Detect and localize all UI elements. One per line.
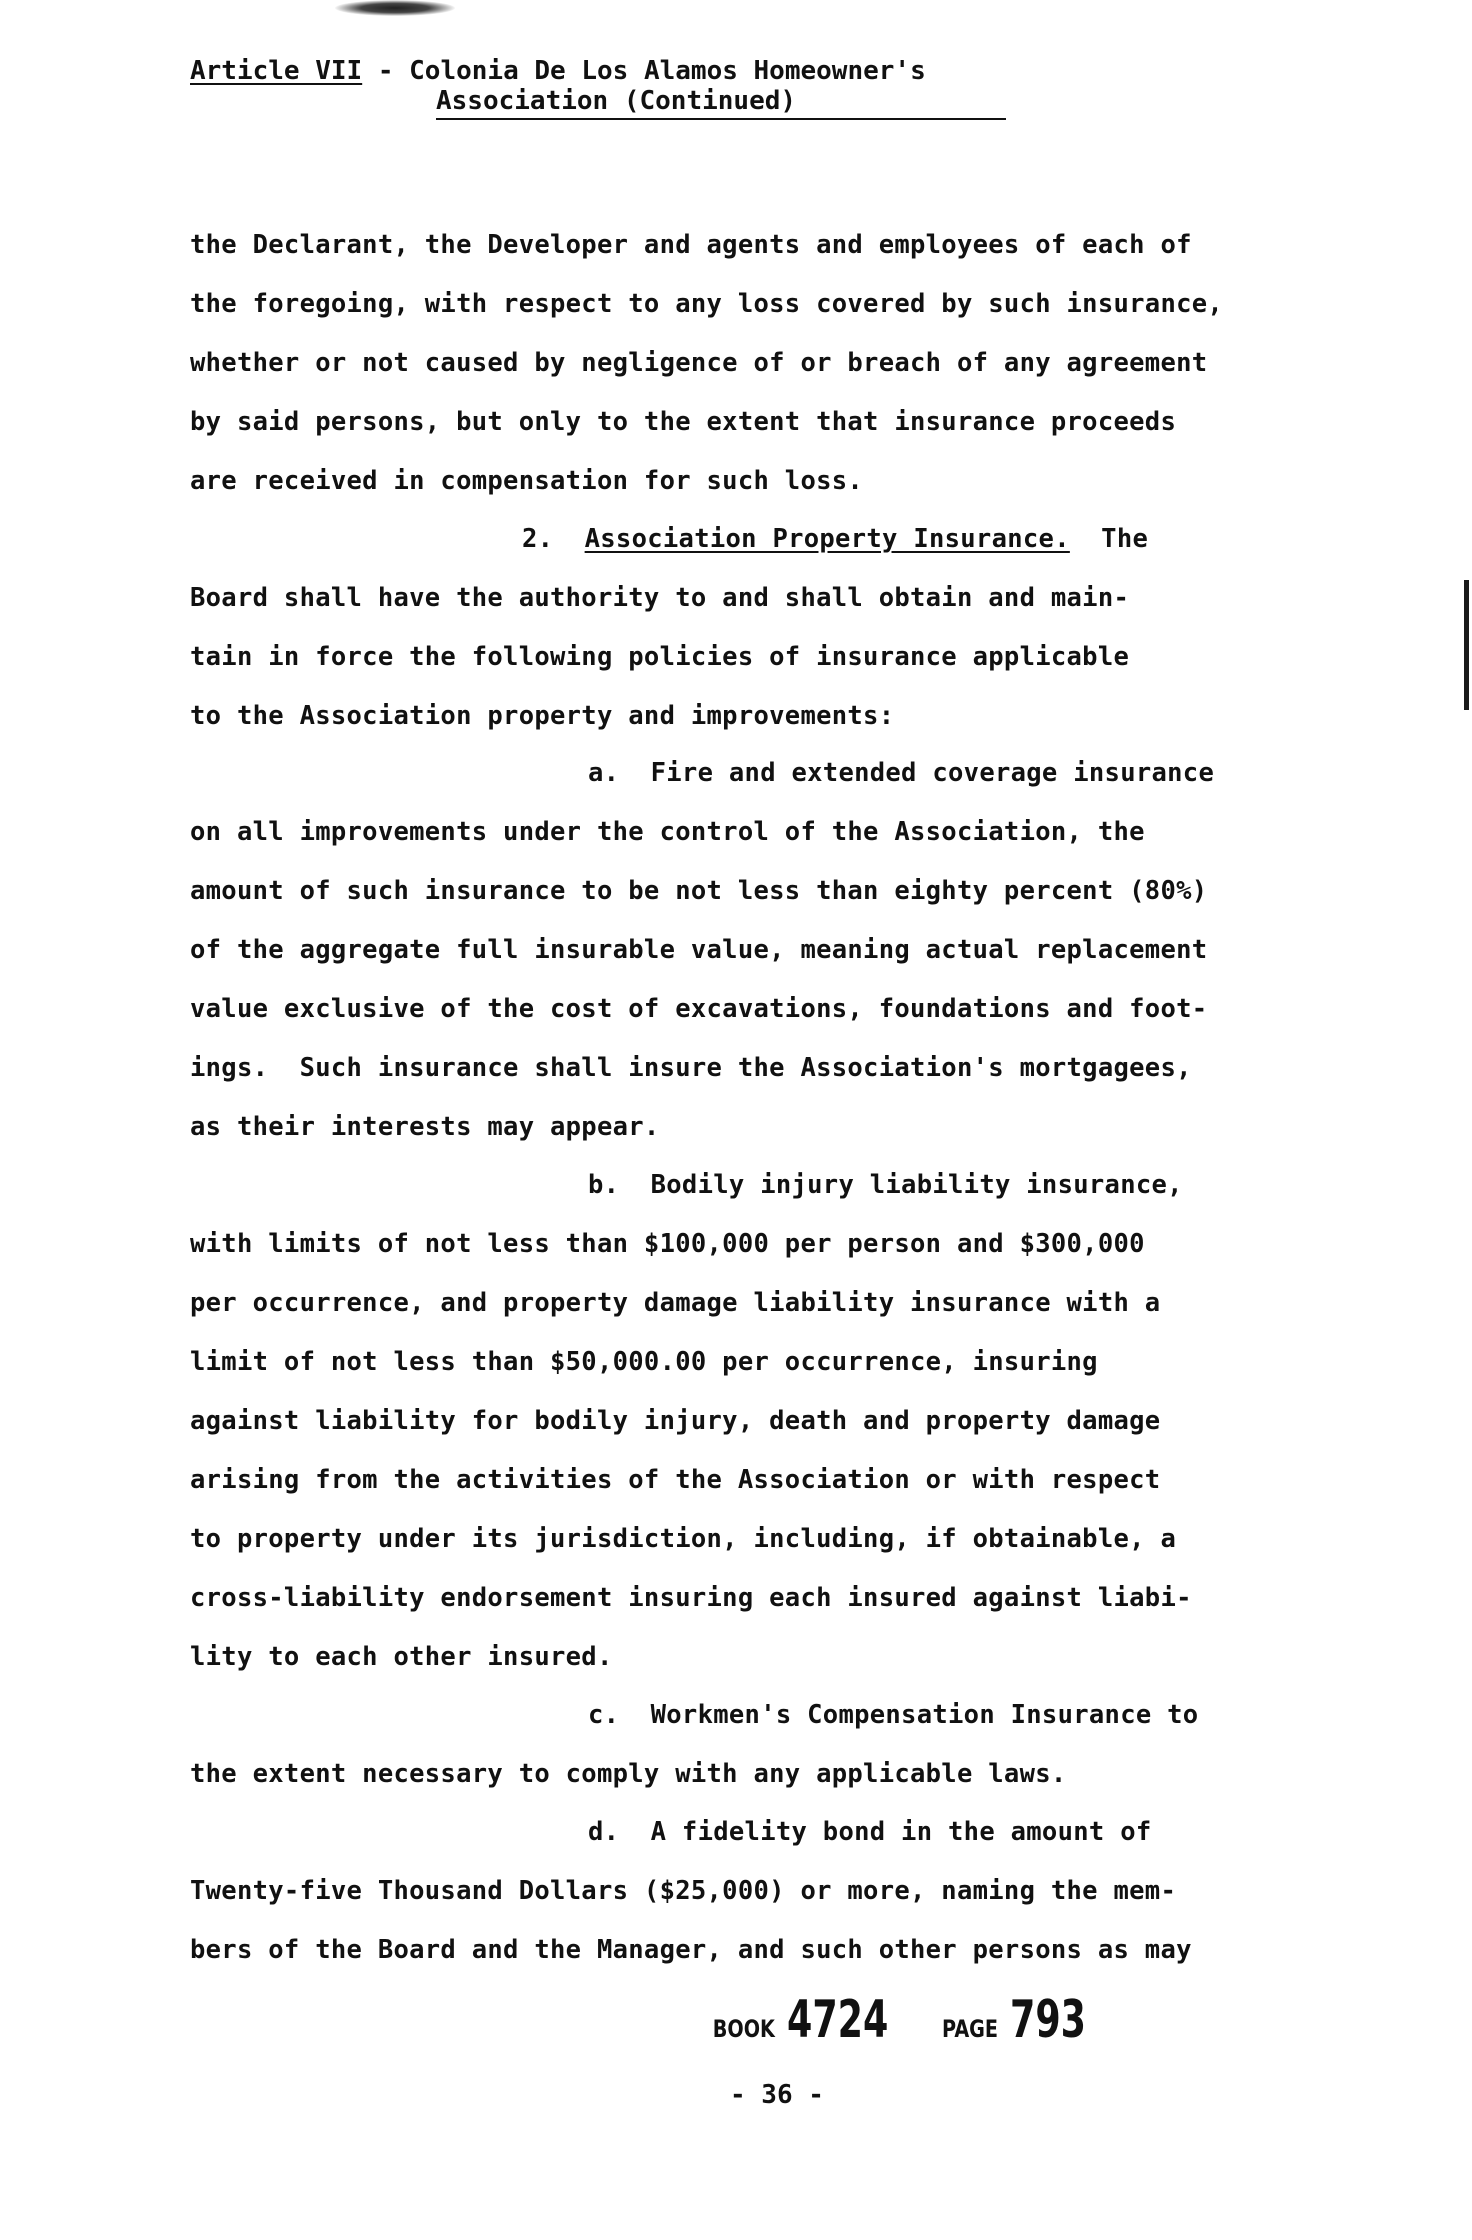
body-line: by said persons, but only to the extent that insurance proceeds (190, 407, 1177, 437)
page-label: PAGE (942, 2015, 999, 2043)
item-marker: b. (588, 1170, 620, 1200)
scan-edge-mark (1464, 580, 1469, 710)
page-number: - 36 - (730, 2080, 824, 2110)
book-label: BOOK (712, 2015, 775, 2043)
body-line: as their interests may appear. (190, 1112, 660, 1142)
section-2-heading-line (522, 524, 1148, 554)
body-line: bers of the Board and the Manager, and such other persons as may (190, 1935, 1192, 1965)
header-separator: - (362, 56, 410, 86)
header-title-line1: Colonia De Los Alamos Homeowner's (409, 56, 926, 86)
body-line: of the aggregate full insurable value, meaning actual replacement (190, 935, 1208, 965)
section-heading-tail: The (1101, 524, 1149, 554)
body-line: lity to each other insured. (190, 1642, 613, 1672)
body-line: per occurrence, and property damage liability insurance with a (190, 1288, 1161, 1318)
body-line: tain in force the following policies of insurance applicable (190, 642, 1130, 672)
book-number: 4724 (786, 1990, 889, 2050)
body-line: Board shall have the authority to and shall obtain and main- (190, 583, 1130, 613)
item-b-first-line (588, 1170, 1183, 1200)
header-underline (436, 118, 1006, 120)
body-line: to the Association property and improvements: (190, 701, 895, 731)
article-header (190, 56, 926, 86)
item-marker: d. (588, 1817, 620, 1847)
body-line: Twenty-five Thousand Dollars ($25,000) or more, naming the mem- (190, 1876, 1177, 1906)
body-line: the Declarant, the Developer and agents and employees of each of (190, 230, 1192, 260)
item-text: Workmen's Compensation Insurance to (650, 1700, 1199, 1730)
item-marker: a. (588, 758, 620, 788)
body-line: to property under its jurisdiction, including, if obtainable, a (190, 1524, 1177, 1554)
body-line: are received in compensation for such loss. (190, 466, 864, 496)
section-heading: Association Property Insurance. (584, 524, 1070, 554)
body-line: with limits of not less than $100,000 per person and $300,000 (190, 1229, 1145, 1259)
body-line: limit of not less than $50,000.00 per occurrence, insuring (190, 1347, 1098, 1377)
scan-artifact (335, 0, 455, 16)
body-line: the extent necessary to comply with any applicable laws. (190, 1759, 1067, 1789)
item-text: A fidelity bond in the amount of (650, 1817, 1152, 1847)
body-line: whether or not caused by negligence of or breach of any agreement (190, 348, 1208, 378)
book-page-stamp (705, 1990, 1118, 2050)
body-line: amount of such insurance to be not less than eighty percent (80%) (190, 876, 1208, 906)
body-line: on all improvements under the control of the Association, the (190, 817, 1145, 847)
item-marker: c. (588, 1700, 620, 1730)
item-text: Bodily injury liability insurance, (650, 1170, 1183, 1200)
body-line: cross-liability endorsement insuring each insured against liabi- (190, 1583, 1192, 1613)
body-line: the foregoing, with respect to any loss covered by such insurance, (190, 289, 1224, 319)
page-ref: 793 (1009, 1990, 1086, 2050)
body-line: against liability for bodily injury, death and property damage (190, 1406, 1161, 1436)
item-text: Fire and extended coverage insurance (650, 758, 1215, 788)
body-line: ings. Such insurance shall insure the Association's mortgagees, (190, 1053, 1192, 1083)
article-label: Article VII (190, 56, 363, 86)
item-d-first-line (588, 1817, 1152, 1847)
item-a-first-line (588, 758, 1214, 788)
item-c-first-line (588, 1700, 1198, 1730)
body-line: arising from the activities of the Association or with respect (190, 1465, 1161, 1495)
section-number: 2. (522, 524, 554, 554)
header-title-line2: Association (Continued) (436, 86, 797, 116)
body-line: value exclusive of the cost of excavations, foundations and foot- (190, 994, 1208, 1024)
